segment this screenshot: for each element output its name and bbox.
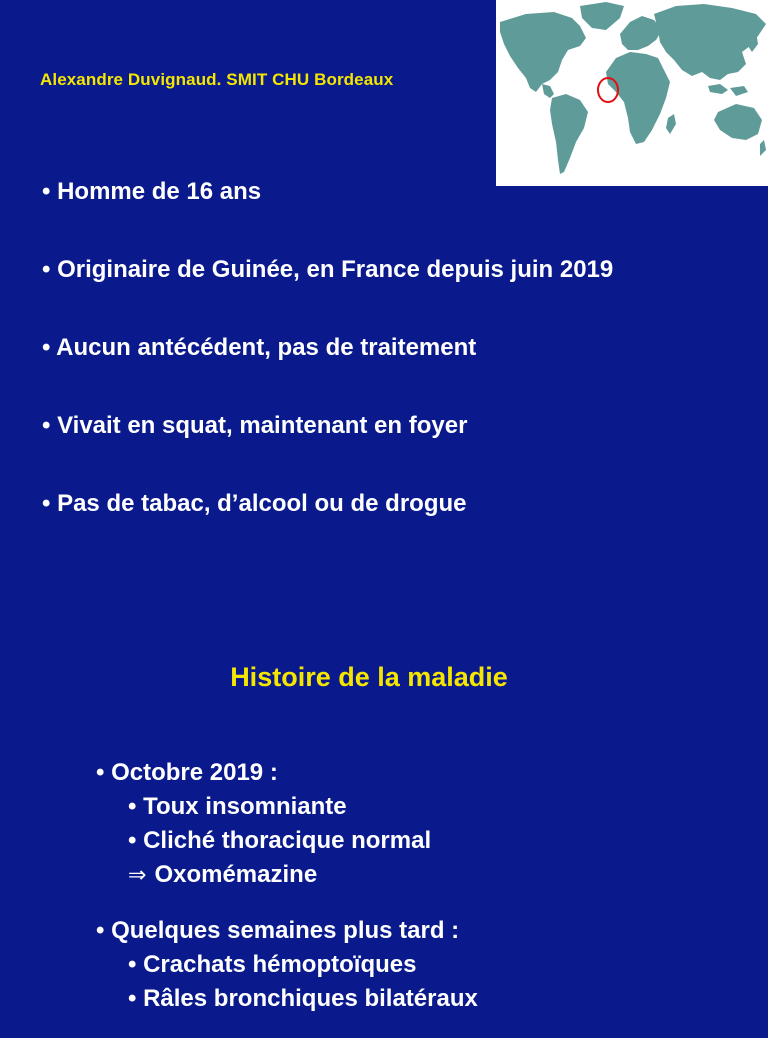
symptom-item: • Crachats hémoptoïques [128, 951, 417, 978]
patient-info-list [42, 174, 613, 564]
treatment-line [96, 858, 478, 892]
period-label: • Octobre 2019 : [96, 759, 278, 786]
patient-item-history: • Aucun antécédent, pas de traitement [42, 334, 477, 361]
period-weeks-later [96, 914, 478, 1016]
patient-item-age: • Homme de 16 ans [42, 178, 262, 205]
history-title: Histoire de la maladie [230, 662, 508, 692]
period-label: • Quelques semaines plus tard : [96, 917, 460, 944]
exam-item: • Cliché thoracique normal [128, 827, 432, 854]
period-october [96, 756, 478, 892]
author-line: Alexandre Duvignaud. SMIT CHU Bordeaux [40, 70, 394, 89]
patient-item-habits: • Pas de tabac, d’alcool ou de drogue [42, 490, 467, 517]
implies-arrow-icon: ⇒ [128, 863, 147, 888]
exam-item: • Râles bronchiques bilatéraux [128, 985, 478, 1012]
symptom-item: • Toux insomniante [128, 793, 347, 820]
world-map [496, 0, 768, 186]
patient-item-origin: • Originaire de Guinée, en France depuis juin 2019 [42, 256, 614, 283]
treatment-name: Oxomémazine [154, 861, 318, 888]
history-timeline [96, 756, 478, 1038]
world-map-icon [496, 0, 768, 186]
patient-item-housing: • Vivait en squat, maintenant en foyer [42, 412, 468, 439]
